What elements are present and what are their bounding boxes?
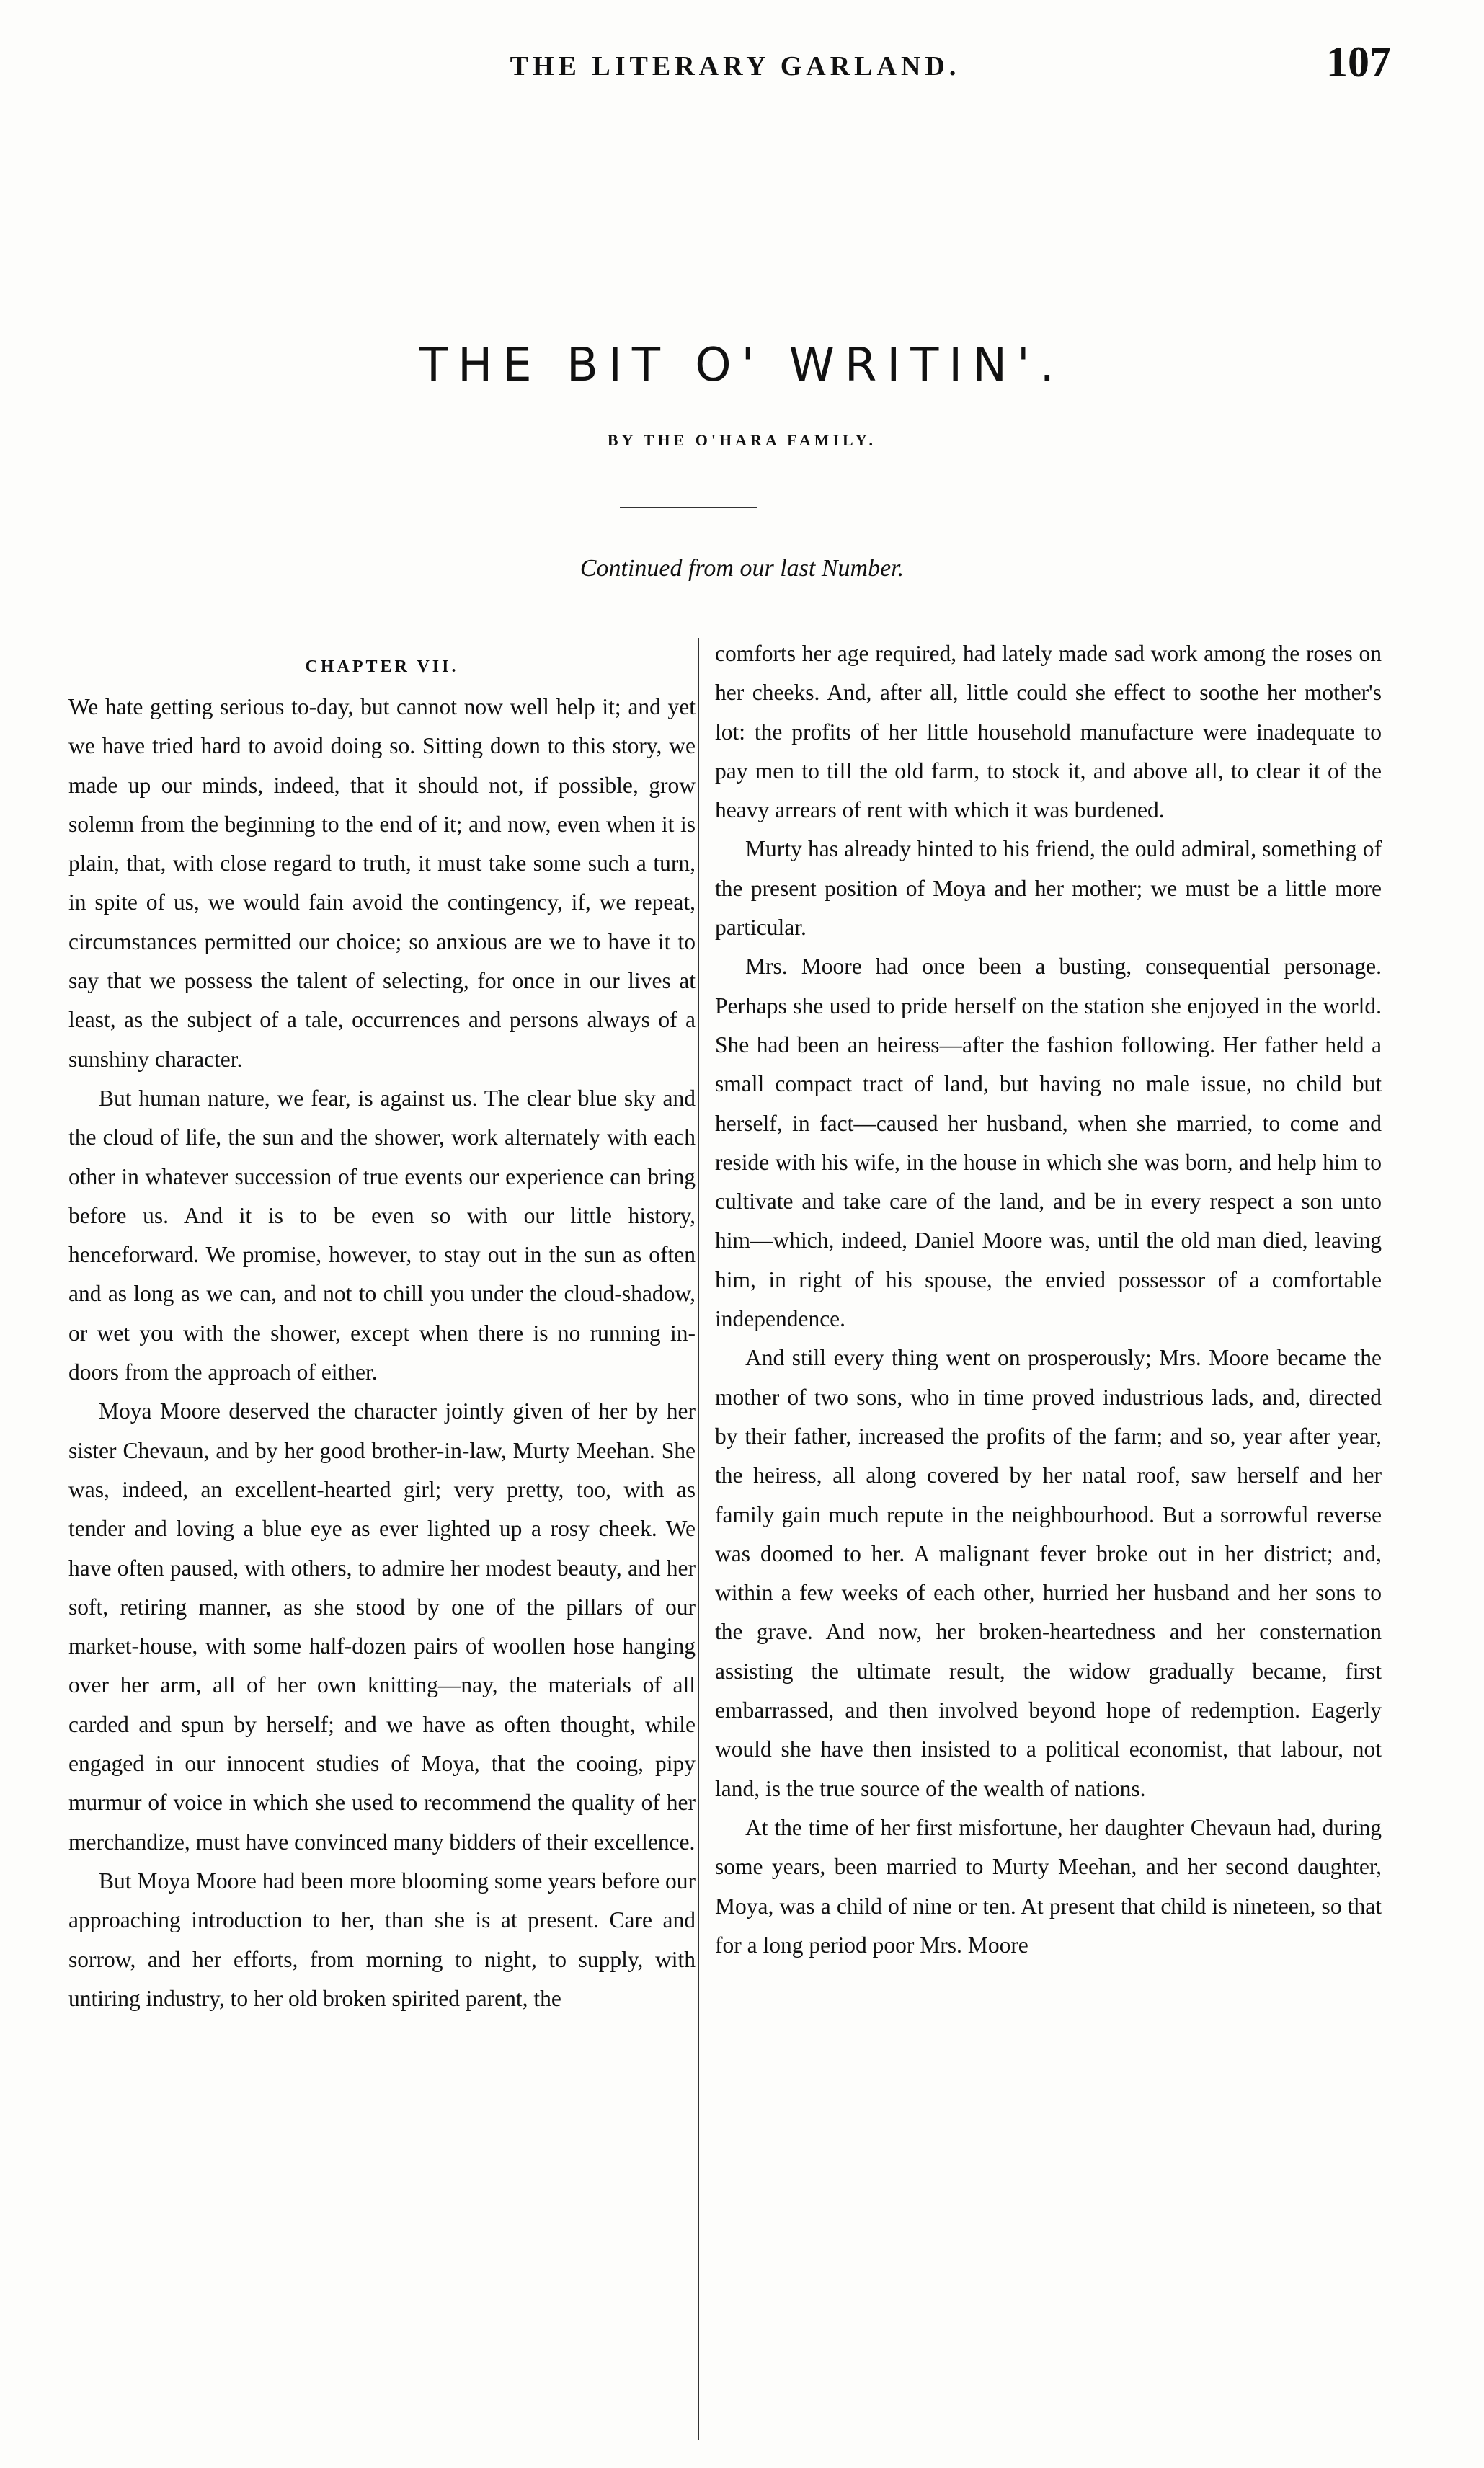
- paragraph: But human nature, we fear, is against us. The clear blue sky and the cloud of life, the sun and the shower, work alternately with each other in whatever succession of true events our experience can bring before us. And it is to be even so with our little history, henceforward. We promise, however, to stay out in the sun as often and as long as we can, and not to chill you under the cloud-shadow, or wet you with the shower, except when there is no running in-doors from the approach of either.: [68, 1085, 696, 1385]
- paragraph: Moya Moore deserved the character jointly given of her by her sister Chevaun, and by her good brother-in-law, Murty Meehan. She was, indeed, an excellent-hearted girl; very pretty, too, with as tender and loving a blue eye as ever lighted up a rosy cheek. We have often paused, with others, to admire her modest beauty, and her soft, retiring manner, as she stood by one of the pillars of our market-house, with some half-dozen pairs of woollen hose hanging over her arm, all of her own knitting—nay, the materials of all carded and spun by herself; and we have as often thought, while engaged in our innocent studies of Moya, that the cooing, pipy murmur of voice in which she used to recommend the quality of her merchandize, must have convinced many bidders of their excellence.: [68, 1398, 696, 1855]
- paragraph: But Moya Moore had been more blooming some years before our approaching introduction to her, than she is at present. Care and sorrow, and her efforts, from morning to night, to supply, with untiring industry, to her old broken spirited parent, the: [68, 1868, 696, 2011]
- paragraph: comforts her age required, had lately made sad work among the roses on her cheeks. And, after all, little could she effect to soothe her mother's lot: the profits of her little household manufacture were inadequate to pay men to till the old farm, to stock it, and above all, to clear it of the heavy arrears of rent with which it was burdened.: [715, 641, 1382, 823]
- paragraph: Mrs. Moore had once been a busting, consequential personage. Perhaps she used to pride herself on the station she enjoyed in the world. She had been an heiress—after the fashion following. Her father held a small compact tract of land, but having no male issue, no child but herself, in fact—caused her husband, when she married, to come and reside with his wife, in the house in which she was born, and help him to cultivate and take care of the land, and be in every respect a son unto him—which, indeed, Daniel Moore was, until the old man died, leaving him, in right of his spouse, the envied possessor of a comfortable independence.: [715, 954, 1382, 1332]
- continued-note: Continued from our last Number.: [579, 555, 905, 582]
- page-number: 107: [1326, 38, 1391, 86]
- byline: BY THE O'HARA FAMILY.: [607, 431, 877, 449]
- paragraph: And still every thing went on prosperously; Mrs. Moore became the mother of two sons, who in time proved industrious lads, and, directed by their father, increased the profits of the farm; and so, year after year, the heiress, all along covered by her natal roof, saw herself and her family gain much repute in the neighbourhood. But a sorrowful reverse was doomed to her. A malignant fever broke out in her district; and, within a few weeks of each other, hurried her husband and her sons to the grave. And now, her broken-heartedness and her consternation assisting the ultimate result, the widow gradually became, first embarrassed, and then involved beyond hope of redemption. Eagerly would she have then insisted to a political economist, that labour, not land, is the true source of the wealth of nations.: [715, 1345, 1382, 1801]
- title-ornament-rule: [620, 507, 757, 508]
- article-title: THE BIT O' WRITIN'.: [419, 339, 1065, 392]
- paragraph: Murty has already hinted to his friend, the ould admiral, something of the present position of Moya and her mother; we must be a little more particular.: [715, 836, 1382, 941]
- column-divider: [698, 638, 699, 2440]
- paragraph: We hate getting serious to-day, but cannot now well help it; and yet we have tried hard to avoid doing so. Sitting down to this story, we made up our minds, indeed, that it should not, if possible, grow solemn from the beginning to the end of it; and now, even when it is plain, that, with close regard to truth, it must take some such a turn, in spite of us, we would fain avoid the contingency, if, we repeat, circumstances permitted our choice; so anxious are we to have it to say that we possess the talent of selecting, for once in our lives at least, as the subject of a tale, occurrences and persons always of a sunshiny character.: [68, 694, 696, 1072]
- running-head: [79, 37, 1391, 95]
- right-column: [715, 634, 1382, 1965]
- journal-title: THE LITERARY GARLAND.: [510, 51, 961, 81]
- chapter-heading: CHAPTER VII.: [305, 657, 459, 676]
- left-column: [68, 649, 696, 2018]
- paragraph: At the time of her first misfortune, her daughter Chevaun had, during some years, been married to Murty Meehan, and her second daughter, Moya, was a child of nine or ten. At present that child is nineteen, so that for a long period poor Mrs. Moore: [715, 1814, 1382, 1958]
